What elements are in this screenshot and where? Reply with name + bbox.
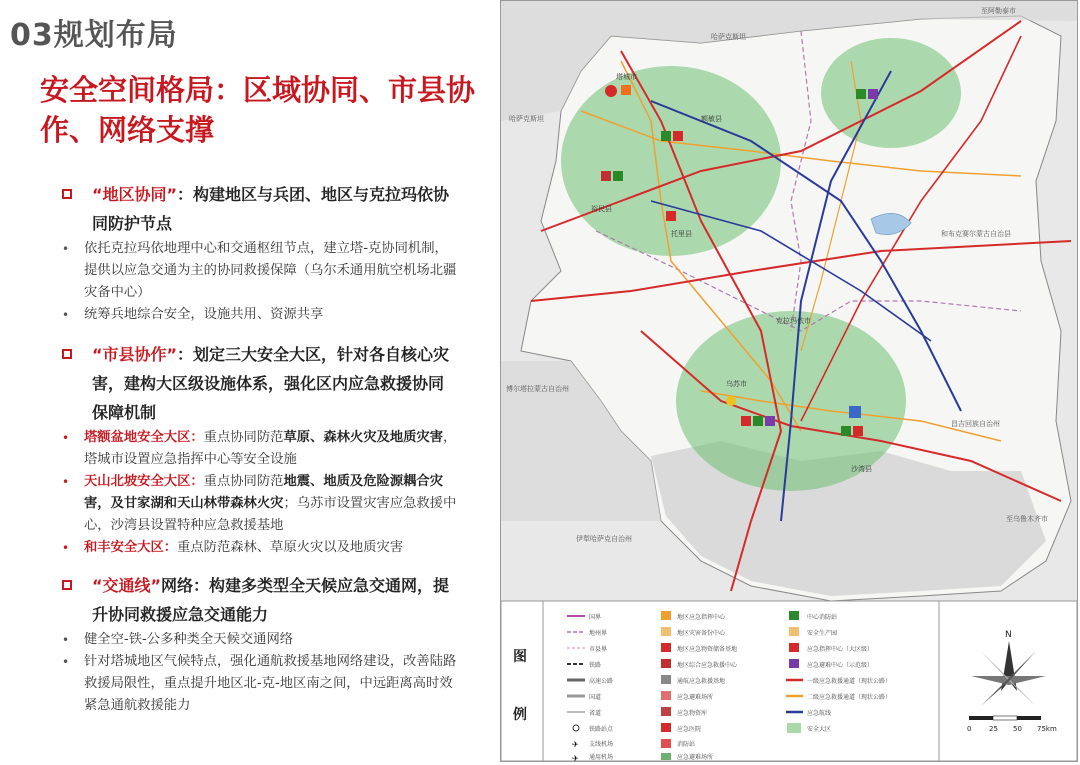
map-svg [501,1,1077,761]
svg-text:安全生产园: 安全生产园 [807,630,838,637]
map-label: 昌吉回族自治州 [951,420,1000,428]
svg-text:地州界: 地州界 [589,630,608,637]
svg-text:25: 25 [989,725,998,733]
list-item: • 统筹兵地综合安全，设施共用、资源共享 [62,304,457,326]
section-rest: ：划定三大安全大区，针对各自核心灾害，建构大区级设施体系，强化区内应急救援协同保障机制 [92,345,450,422]
svg-text:安全大区: 安全大区 [807,726,832,733]
zone-tianshan-north [676,311,906,491]
svg-text:50: 50 [1013,725,1022,733]
svg-text:应急避难场所: 应急避难场所 [677,694,714,701]
svg-text:应急避难场所: 应急避难场所 [677,754,714,761]
list-item: • 依托克拉玛依地理中心和交通枢纽节点，建立塔-克协同机制，提供以应急交通为主的协同救援保障（乌尔禾通用航空机场北疆灾备中心） [62,238,457,304]
list-item: • 塔额盆地安全大区：重点协同防范草原、森林火灾及地质灾害，塔城市设置应急指挥中心等安全设施 [62,427,457,471]
map-label: 乌苏市 [726,380,747,388]
section-quote: “市县协作” [92,345,178,364]
svg-text:铁路: 铁路 [589,662,602,669]
svg-text:通用机场: 通用机场 [589,754,614,761]
svg-text:75km: 75km [1037,725,1057,733]
map-label: 伊犁哈萨克自治州 [576,535,632,543]
svg-text:N: N [1005,630,1012,640]
list-item: • 针对塔城地区气候特点，强化通航救援基地网络建设，改善陆路救援局限性，重点提升地区北-克-地区南之间，中远距离高时效紧急通航救援能力 [62,651,457,717]
legend-title: 图 [513,649,527,665]
legend-title: 例 [513,707,527,723]
map-label: 哈萨克斯坦 [711,33,746,41]
svg-text:✈: ✈ [572,754,579,761]
section-title-2 [62,340,457,427]
svg-text:通航应急救援基地: 通航应急救援基地 [677,678,726,685]
square-bullet-icon [62,349,72,359]
svg-text:地区综合应急救援中心: 地区综合应急救援中心 [677,662,738,669]
map-label: 至阿勒泰市 [981,7,1016,15]
list-item: • 天山北坡安全大区：重点协同防范地震、地质及危险源耦合灾害，及甘家湖和天山林带森林火灾；乌苏市设置灾害应急救援中心，沙湾县设置特种应急救援基地 [62,471,457,537]
map-label: 裕民县 [591,205,612,213]
svg-text:地区应急指挥中心: 地区应急指挥中心 [677,614,726,621]
section-quote: “交通线” [92,576,162,595]
svg-text:国道: 国道 [589,694,602,701]
svg-text:应急医院: 应急医院 [677,726,702,733]
svg-text:地区灾害备份中心: 地区灾害备份中心 [677,630,726,637]
map-label: 塔城市 [616,73,637,81]
section-quote: “地区协同” [92,185,178,204]
section-rest: 网络：构建多类型全天候应急交通网，提升协同救援应急交通能力 [92,576,450,624]
svg-text:高速公路: 高速公路 [589,678,614,685]
map-label: 和布克赛尔蒙古自治县 [941,230,1011,238]
map-label: 克拉玛依市 [776,317,811,325]
svg-text:中心消防站: 中心消防站 [807,614,838,621]
svg-text:国界: 国界 [589,614,602,621]
svg-text:二级应急救援通道（现状公路）: 二级应急救援通道（现状公路） [807,694,892,701]
svg-text:地区应急物资储备基地: 地区应急物资储备基地 [677,646,738,653]
map-label: 额敏县 [701,115,722,123]
svg-text:应急指挥中心（大区级）: 应急指挥中心（大区级） [807,646,874,653]
svg-text:应急航线: 应急航线 [807,710,832,717]
svg-text:省道: 省道 [589,710,602,717]
square-bullet-icon [62,189,72,199]
svg-text:铁路站点: 铁路站点 [589,726,614,733]
headline: 安全空间格局：区域协同、市县协作、网络支撑 [40,73,476,147]
page-title: 03规划布局 [10,18,178,53]
map-label: 哈萨克斯坦 [509,115,544,123]
map-label: 至乌鲁木齐市 [1006,515,1048,523]
svg-text:消防站: 消防站 [677,741,696,748]
svg-text:支线机场: 支线机场 [589,741,614,748]
section-rest: ：构建地区与兵团、地区与克拉玛依协同防护节点 [92,185,450,233]
planning-map [500,0,1078,762]
content-column [62,180,457,717]
svg-text:应急避难中心（示范级）: 应急避难中心（示范级） [807,662,874,669]
section-title-3 [62,571,457,629]
map-label: 托里县 [671,230,692,238]
svg-text:✈: ✈ [572,740,579,749]
map-label: 沙湾县 [851,465,872,473]
list-item: • 健全空-铁-公多种类全天候交通网络 [62,629,457,651]
list-item: • 和丰安全大区：重点防范森林、草原火灾以及地质灾害 [62,537,457,559]
svg-text:0: 0 [967,725,972,733]
section-title-1 [62,180,457,238]
square-bullet-icon [62,580,72,590]
svg-text:一级应急救援通道（现状公路）: 一级应急救援通道（现状公路） [807,678,892,685]
map-label: 博尔塔拉蒙古自治州 [506,385,569,393]
svg-text:应急物资库: 应急物资库 [677,710,708,717]
svg-text:市县界: 市县界 [589,646,608,653]
